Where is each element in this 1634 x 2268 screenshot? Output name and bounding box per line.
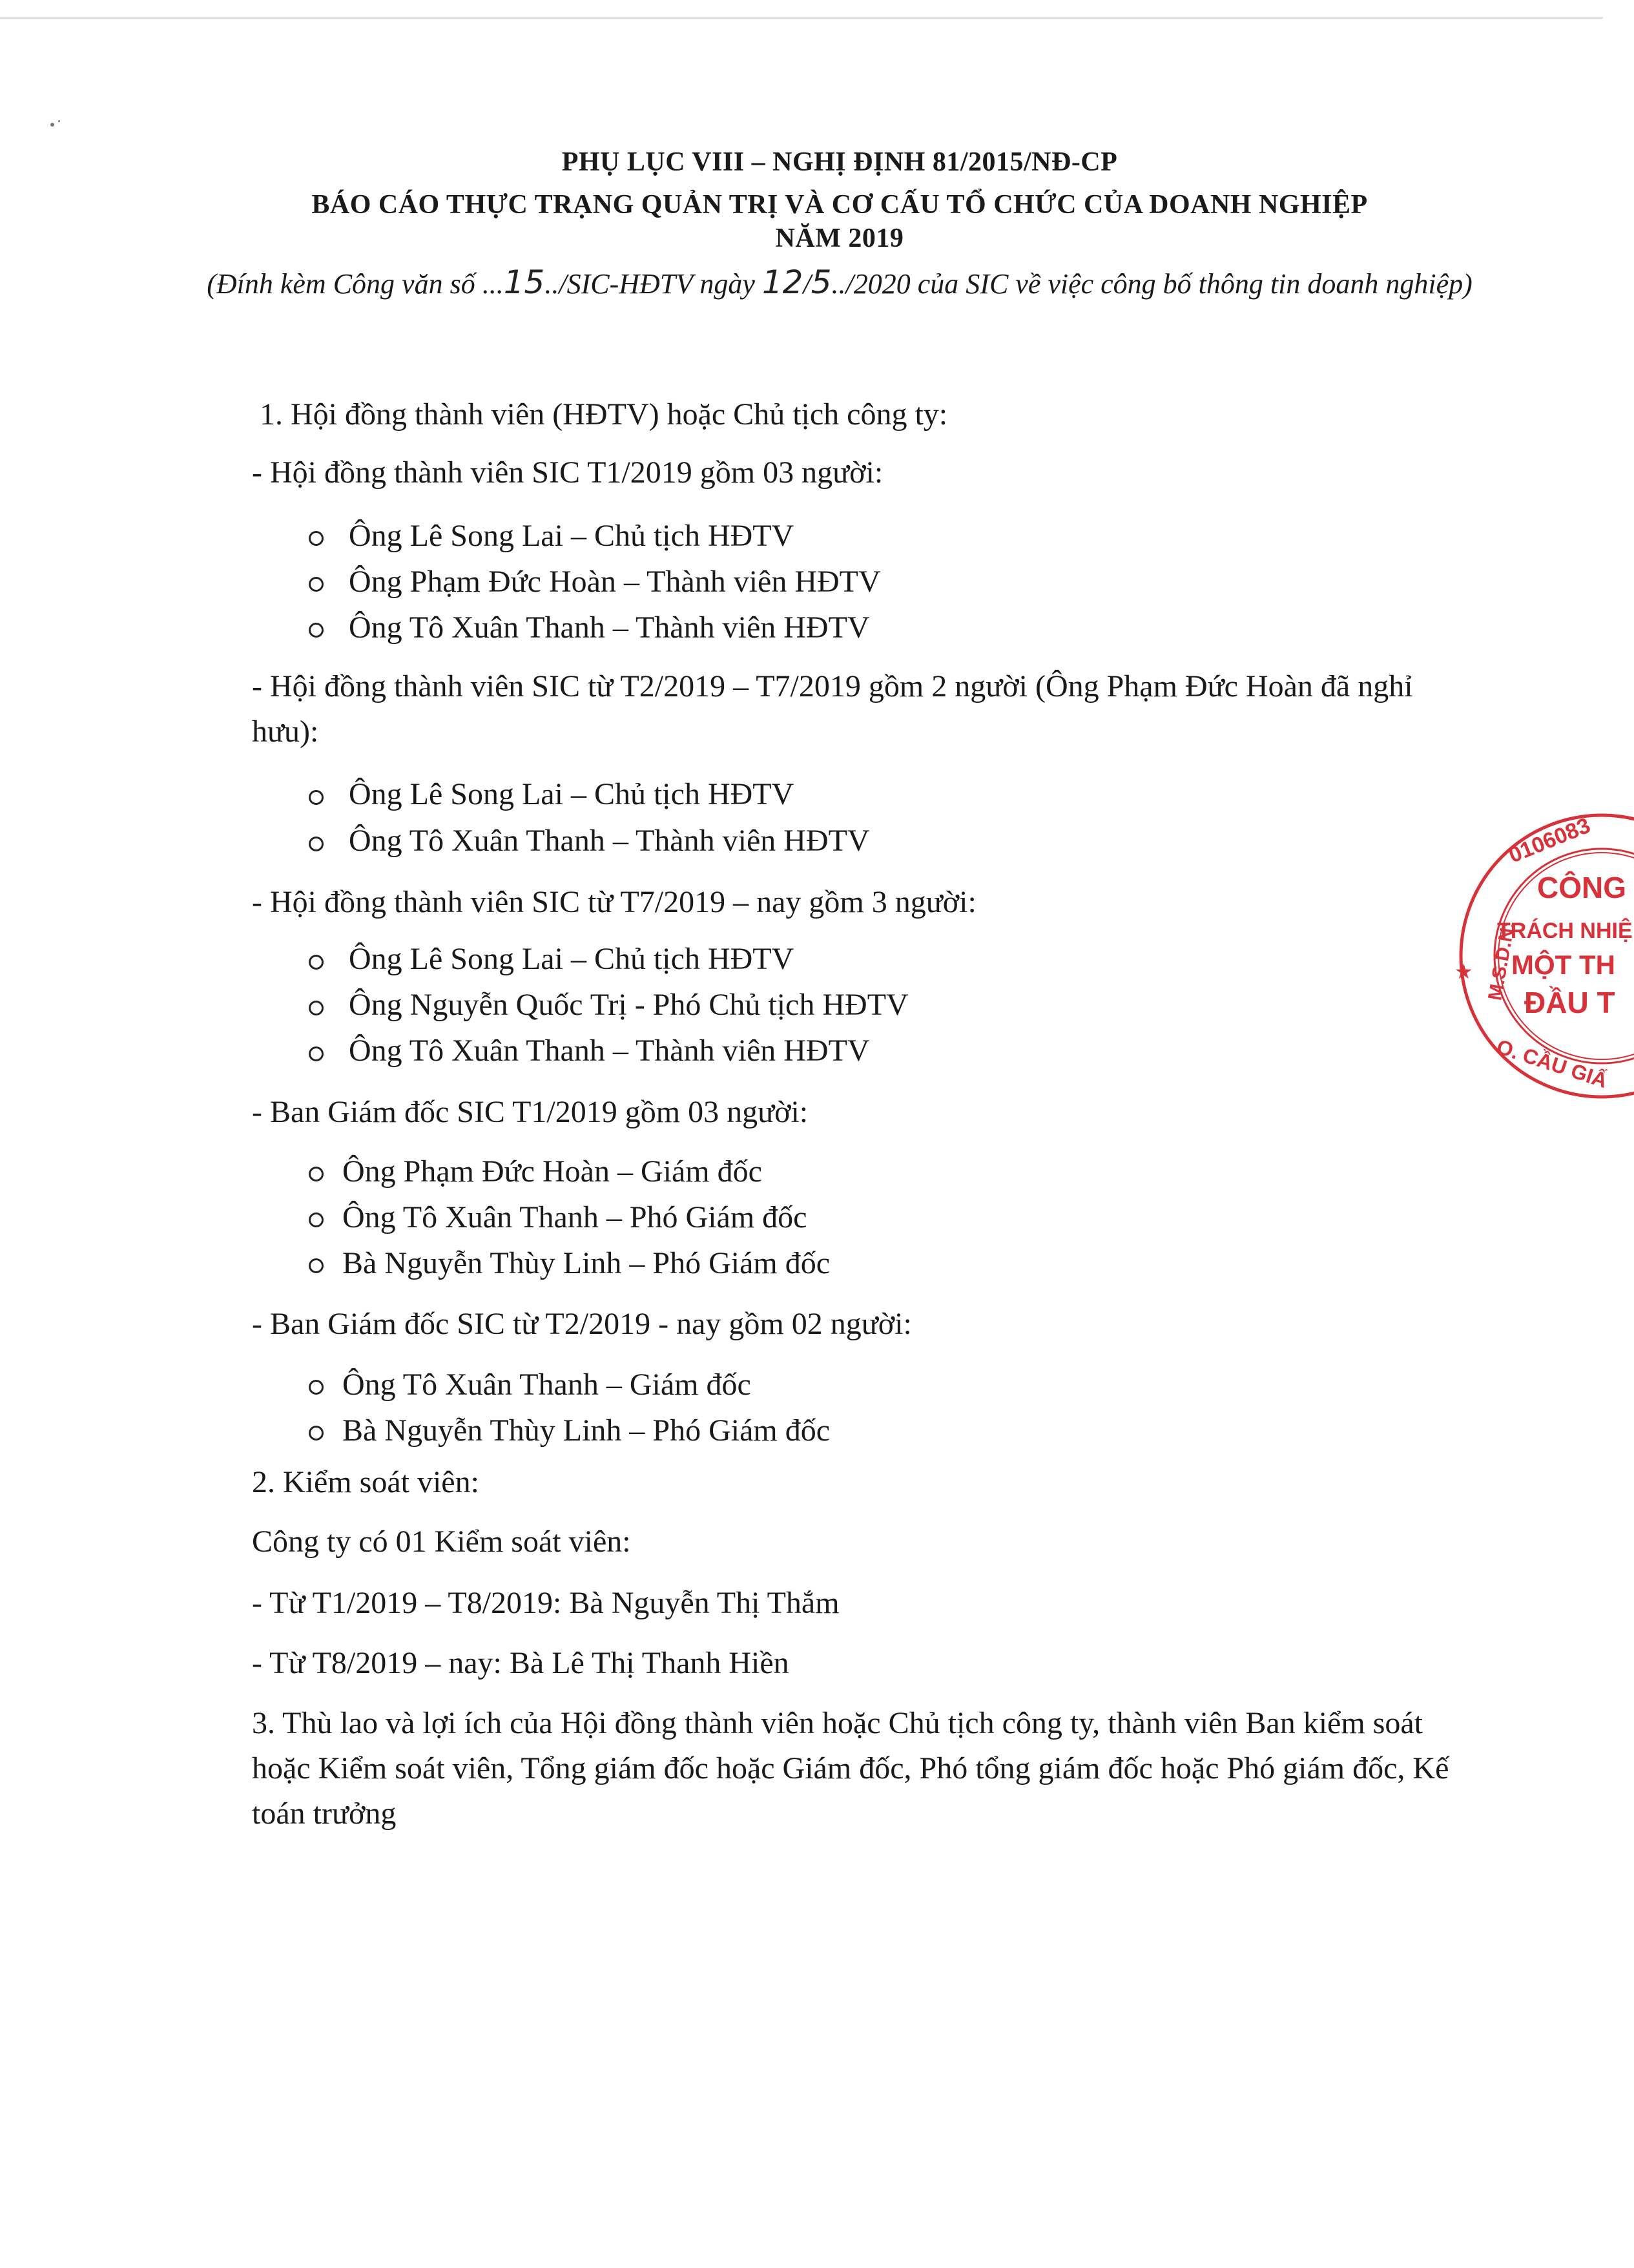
bullet-circle-icon xyxy=(309,1426,324,1441)
seal-word-4: ĐẦU T xyxy=(1524,986,1615,1019)
seal-star-icon: ★ xyxy=(1454,959,1473,984)
bullet-circle-icon xyxy=(309,531,324,546)
bullet-circle-icon xyxy=(309,623,324,638)
section2-heading: 2. Kiểm soát viên: xyxy=(252,1465,479,1499)
list-item: Ông Tô Xuân Thanh – Thành viên HĐTV xyxy=(349,824,870,858)
subtitle-part-c: ../2020 của SIC về việc công bố thông tin doanh nghiệp) xyxy=(831,268,1473,300)
group4-title: - Ban Giám đốc SIC T1/2019 gồm 03 người: xyxy=(252,1095,809,1129)
group2-title: - Hội đồng thành viên SIC từ T2/2019 – T7/2019 gồm 2 người (Ông Phạm Đức Hoàn đã nghỉ hưu): xyxy=(252,669,1413,749)
list-item: Ông Tô Xuân Thanh – Thành viên HĐTV xyxy=(349,1034,870,1068)
section2-intro: Công ty có 01 Kiểm soát viên: xyxy=(252,1524,631,1559)
bullet-circle-icon xyxy=(309,1046,324,1061)
section1-heading: 1. Hội đồng thành viên (HĐTV) hoặc Chủ tịch công ty: xyxy=(260,397,948,432)
list-item: Ông Nguyễn Quốc Trị - Phó Chủ tịch HĐTV xyxy=(349,988,909,1022)
bullet-circle-icon xyxy=(309,1258,324,1273)
bullet-circle-icon xyxy=(309,1380,324,1395)
bullet-circle-icon xyxy=(309,790,324,805)
header-line-1: PHỤ LỤC VIII – NGHỊ ĐỊNH 81/2015/NĐ-CP xyxy=(561,147,1118,177)
bullet-circle-icon xyxy=(309,955,324,970)
seal-code: 0106083 xyxy=(1505,813,1594,868)
handwritten-doc-number: 15 xyxy=(503,264,545,301)
document-header xyxy=(194,145,1485,304)
bullet-circle-icon xyxy=(309,1001,324,1015)
section2-line-1: - Từ T1/2019 – T8/2019: Bà Nguyễn Thị Thắm xyxy=(252,1586,840,1620)
scan-speck xyxy=(58,120,60,122)
bullet-circle-icon xyxy=(309,1167,324,1181)
section3-heading: 3. Thù lao và lợi ích của Hội đồng thành viên hoặc Chủ tịch công ty, thành viên Ban kiểm soát hoặc Kiểm soát viên, Tổng giám đốc hoặc Giám đốc, Phó tổng giám đốc hoặc Phó giám đốc, Kế toán trưởng xyxy=(252,1706,1449,1831)
seal-left-arc: M.S.D.N: xyxy=(1484,919,1520,1003)
list-item: Ông Phạm Đức Hoàn – Giám đốc xyxy=(342,1154,762,1189)
group3-title: - Hội đồng thành viên SIC từ T7/2019 – nay gồm 3 người: xyxy=(252,885,977,919)
list-item: Bà Nguyễn Thùy Linh – Phó Giám đốc xyxy=(342,1246,831,1280)
section2-line-2: - Từ T8/2019 – nay: Bà Lê Thị Thanh Hiền xyxy=(252,1646,789,1680)
scan-speck xyxy=(50,123,54,127)
list-item: Ông Tô Xuân Thanh – Thành viên HĐTV xyxy=(349,610,870,645)
list-item: Ông Tô Xuân Thanh – Giám đốc xyxy=(342,1368,751,1402)
bullet-circle-icon xyxy=(309,837,324,851)
subtitle-part-a: (Đính kèm Công văn số ... xyxy=(207,268,504,300)
header-line-2: BÁO CÁO THỰC TRẠNG QUẢN TRỊ VÀ CƠ CẤU TỔ CHỨC CỦA DOANH NGHIỆP xyxy=(311,190,1368,220)
seal-word-3: MỘT TH xyxy=(1511,950,1615,980)
list-item: Ông Lê Song Lai – Chủ tịch HĐTV xyxy=(349,942,794,976)
subtitle-part-b: ../SIC-HĐTV ngày xyxy=(544,268,762,300)
list-item: Bà Nguyễn Thùy Linh – Phó Giám đốc xyxy=(342,1413,831,1448)
company-seal xyxy=(1440,801,1634,1098)
handwritten-day: 12 xyxy=(761,264,803,301)
header-line-3: NĂM 2019 xyxy=(775,224,904,253)
list-item: Ông Lê Song Lai – Chủ tịch HĐTV xyxy=(349,519,794,553)
list-item: Ông Phạm Đức Hoàn – Thành viên HĐTV xyxy=(349,565,881,599)
bullet-circle-icon xyxy=(309,577,324,592)
list-item: Ông Tô Xuân Thanh – Phó Giám đốc xyxy=(342,1200,807,1234)
seal-word-1: CÔNG xyxy=(1537,871,1626,904)
group1-title: - Hội đồng thành viên SIC T1/2019 gồm 03 người: xyxy=(252,455,884,490)
list-item: Ông Lê Song Lai – Chủ tịch HĐTV xyxy=(349,777,794,811)
seal-bottom-arc: Q. CẦU GIẤ xyxy=(1493,1034,1611,1093)
scan-top-edge xyxy=(0,17,1603,19)
group5-title: - Ban Giám đốc SIC từ T2/2019 - nay gồm 02 người: xyxy=(252,1307,912,1341)
handwritten-month: 5 xyxy=(811,264,832,301)
date-separator: / xyxy=(803,268,811,300)
seal-word-2: TRÁCH NHIỆ xyxy=(1497,919,1633,943)
bullet-circle-icon xyxy=(309,1212,324,1227)
header-subtitle xyxy=(194,263,1485,304)
